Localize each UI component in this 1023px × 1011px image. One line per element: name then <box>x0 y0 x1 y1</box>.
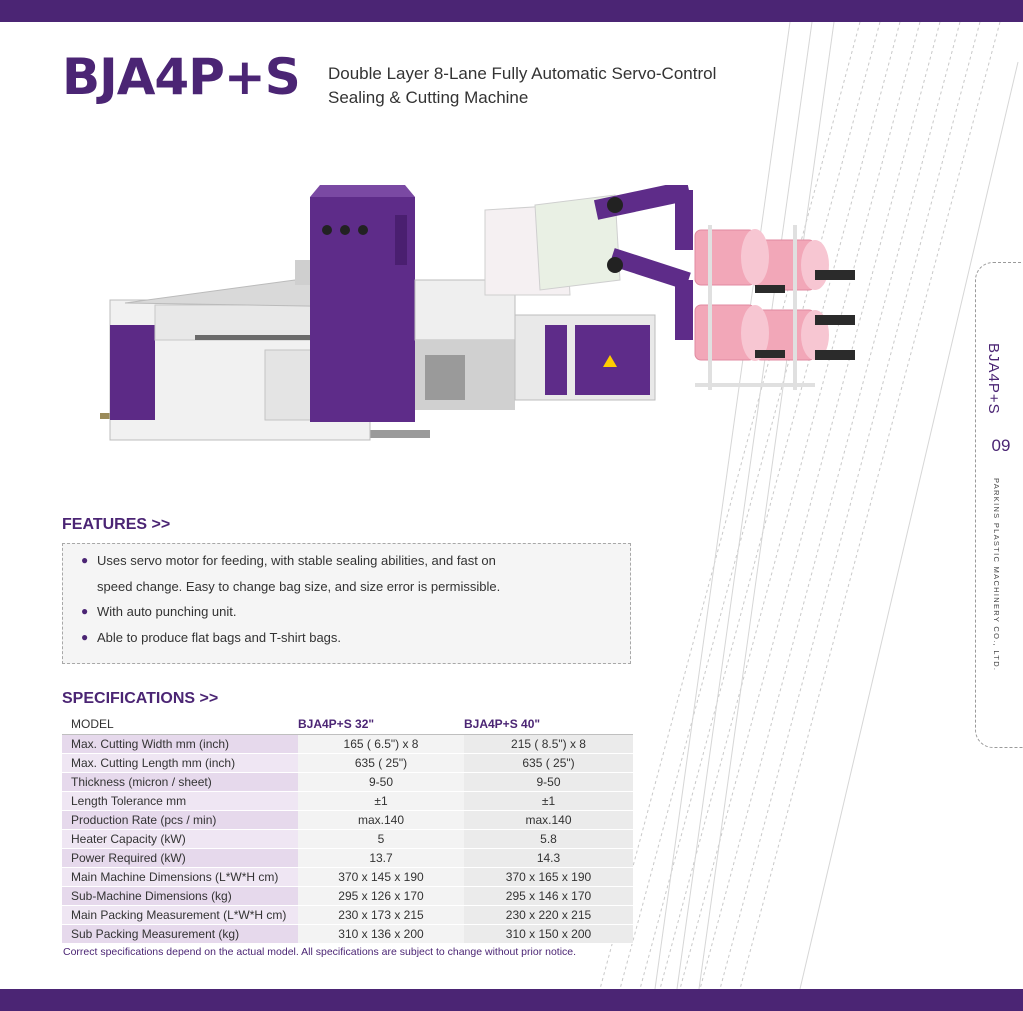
spec-label: Main Packing Measurement (L*W*H cm) <box>62 905 298 924</box>
spec-label: Production Rate (pcs / min) <box>62 810 298 829</box>
feature-item <box>77 625 618 651</box>
spec-value-32: 295 x 126 x 170 <box>298 886 464 905</box>
side-model-label <box>985 343 1015 423</box>
feature-item-continued <box>77 574 618 600</box>
table-row <box>62 829 633 848</box>
table-row <box>62 772 633 791</box>
spec-value-40: 215 ( 8.5") x 8 <box>464 734 633 753</box>
disclaimer-note: Correct specifications depend on the actual model. All specifications are subject to change without prior notice. <box>63 946 577 958</box>
subtitle-line-1: Double Layer 8-Lane Fully Automatic Servo-Control <box>328 64 717 83</box>
spec-value-32: 13.7 <box>298 848 464 867</box>
table-row <box>62 905 633 924</box>
model-title: BJA4P+S <box>62 48 300 106</box>
specifications-heading: SPECIFICATIONS >> <box>62 690 219 707</box>
spec-label: Sub Packing Measurement (kg) <box>62 924 298 943</box>
feature-text: With auto punching unit. <box>97 604 237 619</box>
top-band <box>0 0 1023 22</box>
bullet-icon: ● <box>81 629 89 644</box>
model-header: MODEL <box>62 715 298 734</box>
spec-value-40: 370 x 165 x 190 <box>464 867 633 886</box>
table-row <box>62 886 633 905</box>
features-heading: FEATURES >> <box>62 516 171 533</box>
page-number: 09 <box>991 436 1011 455</box>
spec-label: Power Required (kW) <box>62 848 298 867</box>
feature-text: Able to produce flat bags and T-shirt bags. <box>97 629 342 645</box>
spec-label: Sub-Machine Dimensions (kg) <box>62 886 298 905</box>
spec-value-32: 9-50 <box>298 772 464 791</box>
spec-value-32: 165 ( 6.5") x 8 <box>298 734 464 753</box>
spec-label: Length Tolerance mm <box>62 791 298 810</box>
table-row <box>62 791 633 810</box>
spec-label: Max. Cutting Width mm (inch) <box>62 734 298 753</box>
spec-value-32: 230 x 173 x 215 <box>298 905 464 924</box>
bullet-icon: ● <box>81 553 89 567</box>
spec-value-40: max.140 <box>464 810 633 829</box>
spec-value-40: ±1 <box>464 791 633 810</box>
feature-item <box>77 548 618 574</box>
table-header-row <box>62 715 633 734</box>
table-row <box>62 924 633 943</box>
spec-label: Heater Capacity (kW) <box>62 829 298 848</box>
column-header-32: BJA4P+S 32" <box>298 715 464 734</box>
spec-value-40: 310 x 150 x 200 <box>464 924 633 943</box>
spec-value-40: 230 x 220 x 215 <box>464 905 633 924</box>
spec-value-32: ±1 <box>298 791 464 810</box>
subtitle-line-2: Sealing & Cutting Machine <box>328 88 529 107</box>
bullet-icon: ● <box>81 604 89 618</box>
company-text: PARKINS PLASTIC MACHINERY CO., LTD. <box>992 478 1001 672</box>
spec-label: Thickness (micron / sheet) <box>62 772 298 791</box>
spec-value-40: 14.3 <box>464 848 633 867</box>
spec-value-40: 295 x 146 x 170 <box>464 886 633 905</box>
features-box <box>62 543 631 664</box>
table-row <box>62 734 633 753</box>
company-name <box>992 478 1023 676</box>
model-subtitle <box>328 62 768 110</box>
table-row <box>62 848 633 867</box>
table-row <box>62 867 633 886</box>
spec-label: Max. Cutting Length mm (inch) <box>62 753 298 772</box>
spec-value-40: 635 ( 25") <box>464 753 633 772</box>
spec-value-32: 5 <box>298 829 464 848</box>
specifications-table <box>62 715 633 944</box>
spec-value-32: max.140 <box>298 810 464 829</box>
feature-item <box>77 599 618 625</box>
spec-value-32: 310 x 136 x 200 <box>298 924 464 943</box>
spec-value-32: 635 ( 25") <box>298 753 464 772</box>
spec-label: Main Machine Dimensions (L*W*H cm) <box>62 867 298 886</box>
side-model-text: BJA4P+S <box>985 343 1002 415</box>
spec-value-40: 9-50 <box>464 772 633 791</box>
column-header-40: BJA4P+S 40" <box>464 715 633 734</box>
spec-value-40: 5.8 <box>464 829 633 848</box>
spec-value-32: 370 x 145 x 190 <box>298 867 464 886</box>
machine-photo <box>95 185 875 455</box>
table-row <box>62 753 633 772</box>
feature-text: speed change. Easy to change bag size, and size error is permissible. <box>97 578 501 594</box>
feature-text: Uses servo motor for feeding, with stable sealing abilities, and fast on <box>97 553 496 568</box>
bottom-band <box>0 989 1023 1011</box>
table-row <box>62 810 633 829</box>
